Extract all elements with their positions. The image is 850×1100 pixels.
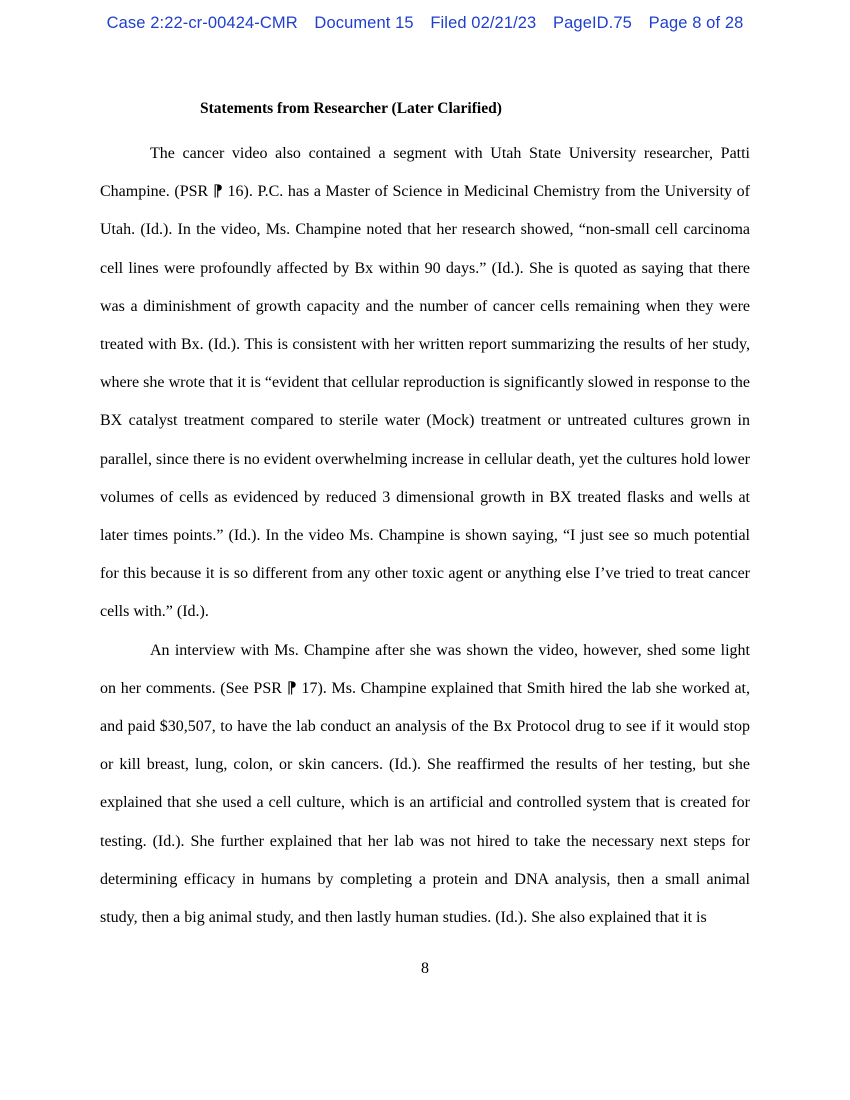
section-heading: Statements from Researcher (Later Clarified): [200, 100, 502, 117]
case-number: Case 2:22-cr-00424-CMR: [106, 14, 298, 32]
paragraph-2: An interview with Ms. Champine after she was shown the video, however, shed some light on her comments. (See PSR ⁋ 17). Ms. Champine explained that Smith hired the lab she worked at, and paid $30,507, to have the lab conduct an analysis of the Bx Protocol drug to see if it would stop or kill breast, lung, colon, or skin cancers. (Id.). She reaffirmed the results of her testing, but she explained that she used a cell culture, which is an artificial and controlled system that is created for testing. (Id.). She further explained that her lab was not hired to take the necessary next steps for determining efficacy in humans by completing a protein and DNA analysis, then a small animal study, then a big animal study, and then lastly human studies. (Id.). She also explained that it is: [100, 641, 750, 927]
paragraph-1: The cancer video also contained a segment with Utah State University researcher, Patti Champine. (PSR ⁋ 16). P.C. has a Master of Science in Medicinal Chemistry from the University of Utah. (Id.). In the video, Ms. Champine noted that her research showed, “non-small cell carcinoma cell lines were profoundly affected by Bx within 90 days.” (Id.). She is quoted as saying that there was a diminishment of growth capacity and the number of cancer cells remaining when they were treated with Bx. (Id.). This is consistent with her written report summarizing the results of her study, where she wrote that it is “evident that cellular reproduction is significantly slowed in response to the BX catalyst treatment compared to sterile water (Mock) treatment or untreated cultures grown in parallel, since there is no evident overwhelming increase in cellular death, yet the cultures hold lower volumes of cells as evidenced by reduced 3 dimensional growth in BX treated flasks and wells at later times points.” (Id.). In the video Ms. Champine is shown saying, “I just see so much potential for this because it is so different from any other toxic agent or anything else I’ve tried to treat cancer cells with.” (Id.).: [100, 145, 750, 621]
case-header: [0, 14, 850, 33]
document-number: Document 15: [314, 14, 414, 32]
filed-date: Filed 02/21/23: [430, 14, 537, 32]
page-id: PageID.75: [553, 14, 632, 32]
page-number: 8: [421, 960, 429, 977]
document-body: [100, 135, 750, 937]
page-count: Page 8 of 28: [648, 14, 744, 32]
